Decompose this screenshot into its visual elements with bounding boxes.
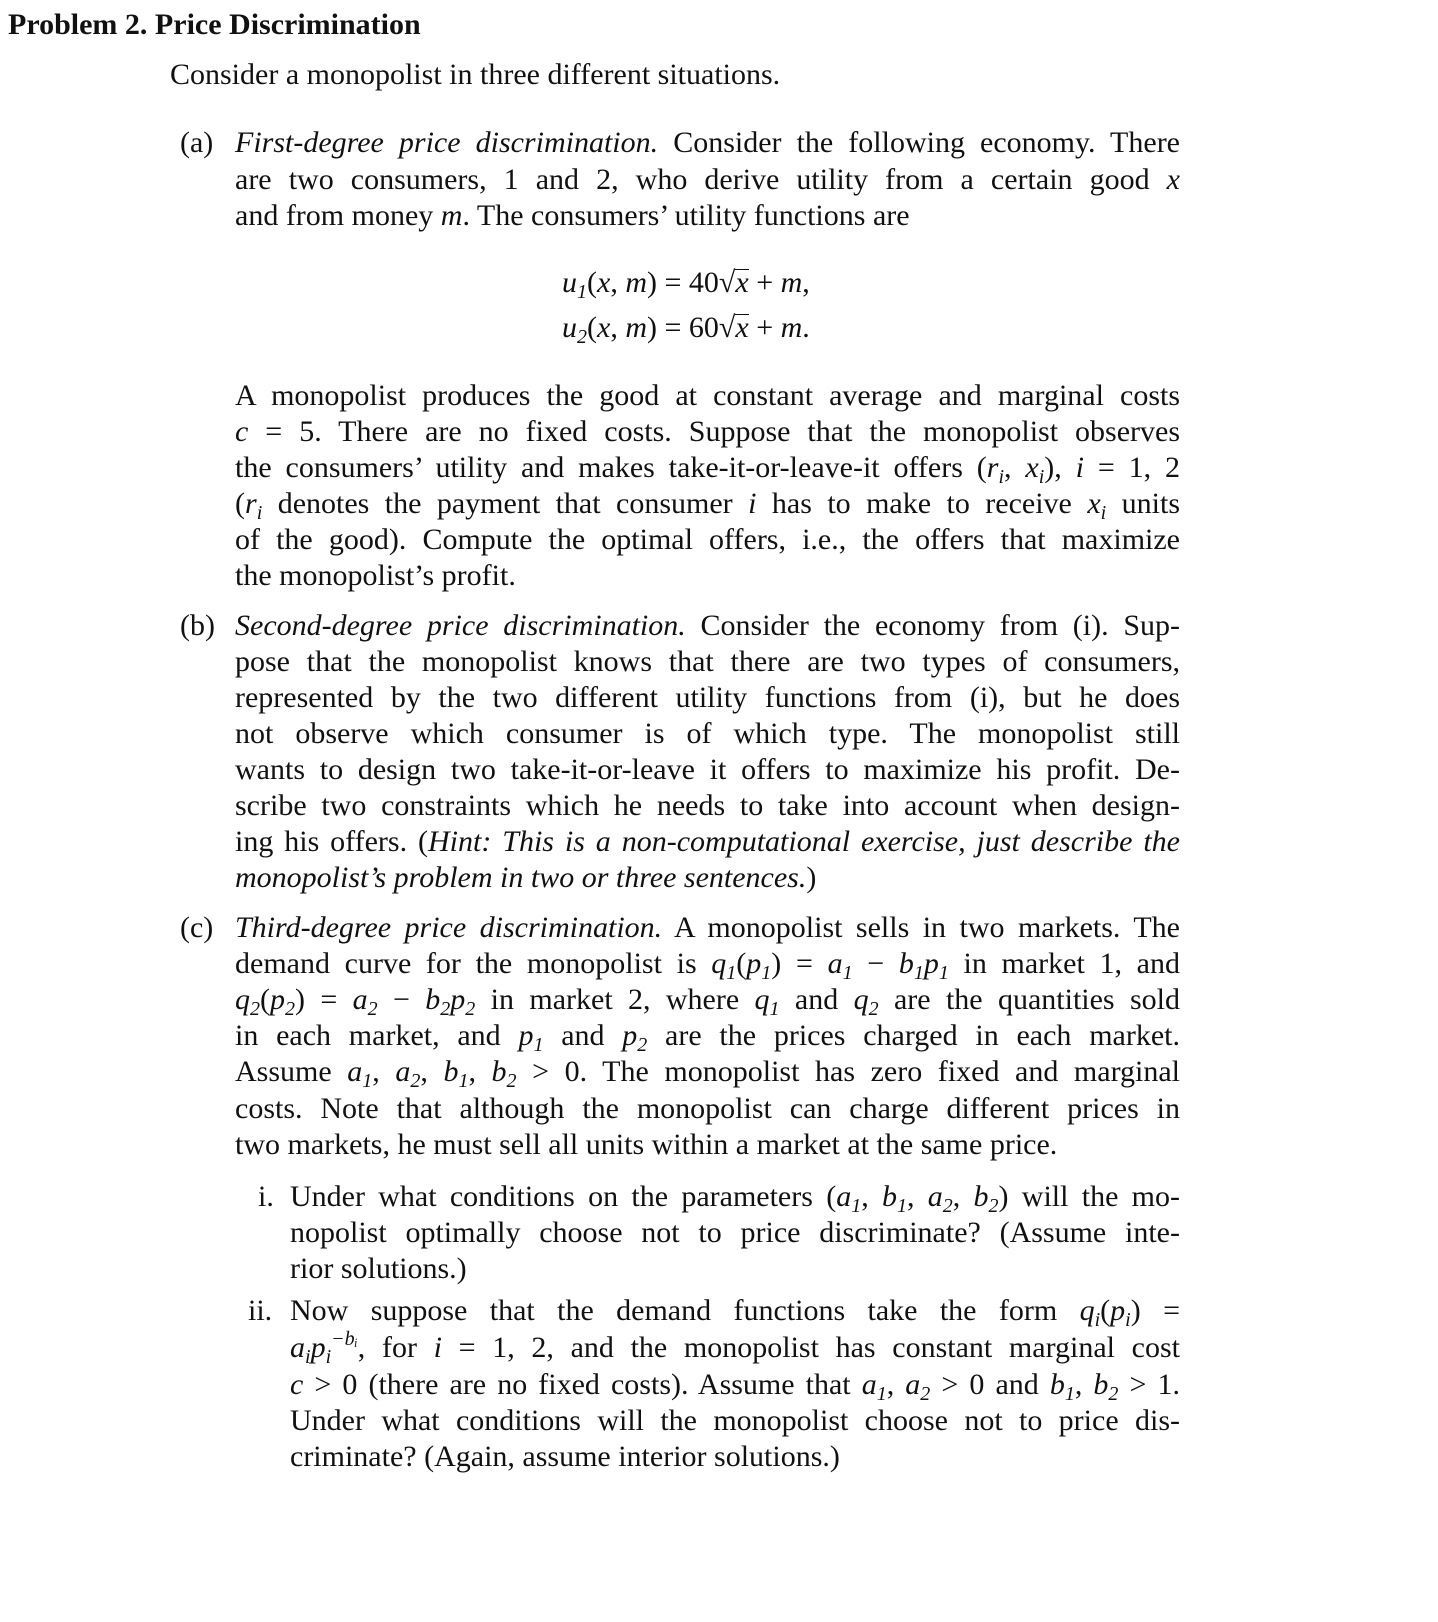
text-run: has to make to receive: [756, 487, 1088, 520]
math-symbol: m: [780, 311, 803, 344]
math-symbol: x: [1166, 163, 1180, 196]
subscript: 2: [367, 998, 378, 1020]
utility-equation-2: [562, 310, 962, 346]
text-run: > 0. The monopolist has zero fixed and marginal: [516, 1055, 1181, 1088]
math-symbol: monopolist’s problem in two or three sentences.: [235, 861, 807, 894]
math-symbol: i: [1075, 451, 1084, 484]
math-symbol: b: [443, 1055, 459, 1088]
text-run: (: [587, 311, 597, 344]
text-run: ): [806, 861, 817, 894]
part-a-line: [235, 378, 1180, 414]
text-run: in each market, and: [235, 1019, 519, 1052]
part-c-i-line: [290, 1179, 1180, 1215]
text-run: A monopolist sells in two markets. The: [662, 911, 1180, 944]
part-b-line: [235, 608, 1180, 644]
subscript: 1: [726, 962, 737, 984]
part-c-line: [235, 982, 1180, 1018]
math-symbol: r: [245, 487, 257, 520]
text-run: +: [748, 266, 781, 299]
text-run: Consider the following economy. There: [658, 126, 1180, 159]
text-run: scribe two constraints which he needs to take into account when design-: [235, 789, 1180, 822]
text-run: ) will the mo-: [998, 1180, 1181, 1213]
subscript: i: [256, 502, 263, 524]
text-run: the monopolist’s profit.: [235, 559, 516, 592]
text-run: ,: [952, 1180, 974, 1213]
part-a-line: [235, 522, 1180, 558]
subscript: 1: [896, 1195, 907, 1217]
superscript: −bᵢ: [331, 1328, 358, 1350]
subscript: 2: [637, 1034, 648, 1056]
text-run: ) =: [771, 947, 828, 980]
part-b-line: [235, 716, 1180, 752]
text-run: demand curve for the monopolist is: [235, 947, 712, 980]
math-symbol: a: [905, 1368, 921, 1401]
math-symbol: First-degree price discrimination.: [235, 126, 659, 159]
subscript: 1: [458, 1070, 469, 1092]
text-run: ) = 40√: [647, 266, 736, 299]
text-run: pose that the monopolist knows that there are two types of consumers,: [235, 645, 1180, 678]
part-c-line: [235, 910, 1180, 946]
math-symbol: p: [310, 1331, 326, 1364]
part-b-line: [235, 824, 1180, 860]
text-run: in market 1, and: [948, 947, 1180, 980]
text-run: ) =: [1130, 1294, 1180, 1327]
text-run: .: [802, 311, 810, 344]
text-run: Under what conditions on the parameters (: [290, 1180, 837, 1213]
text-run: ),: [1044, 451, 1076, 484]
text-run: in market 2, where: [475, 983, 755, 1016]
part-c-line: [235, 1054, 1180, 1090]
math-symbol: Hint: This is a non-computational exercise, just describe the: [428, 825, 1180, 858]
text-run: of the good). Compute the optimal offers, i.e., the offers that maximize: [235, 523, 1180, 556]
part-c-i-line: [290, 1215, 1180, 1251]
part-a-line: [235, 162, 1180, 198]
text-run: the consumers’ utility and makes take-it-or-leave-it offers (: [235, 451, 987, 484]
subscript: 2: [506, 1070, 517, 1092]
text-run: costs. Note that although the monopolist can charge different prices in: [235, 1092, 1180, 1125]
subscript: 1: [362, 1070, 373, 1092]
text-run: > 1.: [1118, 1368, 1180, 1401]
text-run: ) =: [295, 983, 353, 1016]
text-run: wants to design two take-it-or-leave it offers to maximize his profit. De-: [235, 753, 1180, 786]
part-a-line: [235, 414, 1180, 450]
subscript: 1: [938, 962, 949, 984]
subscript: 1: [913, 962, 924, 984]
subscript: 2: [942, 1195, 953, 1217]
part-c-ii-line: [290, 1367, 1180, 1403]
part-a-label: (a): [180, 126, 214, 159]
text-run: denotes the payment that consumer: [262, 487, 749, 520]
part-b-line: [235, 788, 1180, 824]
part-a-line: [235, 125, 1180, 161]
part-b-line: [235, 680, 1180, 716]
text-run: ,: [468, 1055, 492, 1088]
text-run: , for: [357, 1331, 434, 1364]
text-run: = 5. There are no fixed costs. Suppose that the monopolist observes: [248, 415, 1180, 448]
subscript: 2: [577, 326, 587, 348]
subscript: 2: [465, 998, 476, 1020]
text-run: . The consumers’ utility functions are: [462, 199, 910, 232]
subscript: i: [1125, 1309, 1131, 1331]
math-symbol: m: [625, 311, 647, 344]
math-symbol: b: [425, 983, 441, 1016]
text-run: rior solutions.): [290, 1252, 467, 1285]
text-run: −: [852, 947, 899, 980]
text-run: two markets, he must sell all units within a market at the same price.: [235, 1128, 1058, 1161]
text-run: ,: [420, 1055, 444, 1088]
math-symbol: a: [927, 1180, 943, 1213]
text-run: are the prices charged in each market.: [647, 1019, 1180, 1052]
math-symbol: b: [973, 1180, 989, 1213]
math-symbol: b: [898, 947, 914, 980]
math-symbol: p: [923, 947, 939, 980]
part-c-line: [235, 946, 1180, 982]
part-b-label: (b): [180, 609, 215, 642]
math-symbol: a: [861, 1368, 877, 1401]
math-symbol: p: [1110, 1294, 1126, 1327]
text-run: = 1, 2: [1083, 451, 1181, 484]
part-c-ii-line: [290, 1330, 1180, 1366]
text-run: and from money: [235, 199, 441, 232]
text-run: (: [235, 487, 245, 520]
part-c-ii-line: [290, 1439, 1180, 1475]
radicand: x: [735, 311, 749, 344]
subscript: i: [325, 1346, 332, 1368]
text-run: ,: [886, 1368, 906, 1401]
subscript: i: [1094, 1309, 1101, 1331]
part-c-label: (c): [180, 911, 214, 944]
math-symbol: Second-degree price discrimination.: [235, 609, 686, 642]
text-run: (: [587, 266, 597, 299]
math-symbol: u: [562, 266, 577, 299]
math-symbol: q: [1079, 1294, 1095, 1327]
math-symbol: a: [827, 947, 843, 980]
text-run: ,: [861, 1180, 882, 1213]
math-symbol: i: [433, 1331, 442, 1364]
subscript: i: [1038, 466, 1045, 488]
text-run: −: [377, 983, 426, 1016]
intro-text: Consider a monopolist in three different situations.: [170, 58, 781, 91]
part-c-line: [235, 1091, 1180, 1127]
text-run: Now suppose that the demand functions take the form: [290, 1294, 1080, 1327]
text-run: and: [543, 1019, 623, 1052]
math-symbol: x: [597, 266, 611, 299]
math-symbol: p: [270, 983, 285, 1016]
text-run: Under what conditions will the monopolist choose not to price dis-: [290, 1404, 1180, 1437]
text-run: represented by the two different utility functions from (i), but he does: [235, 681, 1180, 714]
math-symbol: x: [597, 311, 611, 344]
subscript: 1: [1064, 1383, 1075, 1405]
math-symbol: Third-degree price discrimination.: [235, 911, 663, 944]
part-c-ii-line: [290, 1293, 1180, 1329]
subscript: 2: [410, 1070, 421, 1092]
part-c-ii-label: ii.: [248, 1294, 273, 1327]
subscript: 1: [842, 962, 853, 984]
text-run: criminate? (Again, assume interior solutions.): [290, 1440, 840, 1473]
text-run: units: [1106, 487, 1180, 520]
math-symbol: c: [290, 1368, 304, 1401]
subscript: 1: [876, 1383, 887, 1405]
text-run: ) = 60√: [647, 311, 736, 344]
subscript: 1: [769, 998, 780, 1020]
math-symbol: q: [853, 983, 869, 1016]
subscript: i: [1100, 502, 1107, 524]
subscript: 2: [988, 1195, 999, 1217]
subscript: 1: [851, 1195, 862, 1217]
math-symbol: q: [235, 983, 250, 1016]
text-run: (: [1100, 1294, 1111, 1327]
part-c-ii-line: [290, 1403, 1180, 1439]
math-symbol: m: [440, 199, 463, 232]
subscript: 2: [440, 998, 451, 1020]
part-b-line: [235, 752, 1180, 788]
part-a-line: [235, 486, 1180, 522]
math-symbol: b: [1049, 1368, 1065, 1401]
text-run: ,: [802, 266, 810, 299]
math-symbol: q: [754, 983, 770, 1016]
math-symbol: p: [622, 1019, 638, 1052]
math-symbol: a: [395, 1055, 411, 1088]
text-run: are two consumers, 1 and 2, who derive utility from a certain good: [235, 163, 1167, 196]
text-run: ,: [1074, 1368, 1094, 1401]
text-run: ,: [1004, 451, 1026, 484]
text-run: Assume: [235, 1055, 348, 1088]
part-c-i-label: i.: [258, 1180, 274, 1213]
subscript: i: [305, 1346, 311, 1368]
utility-equation-1: [562, 265, 962, 301]
math-symbol: x: [1087, 487, 1101, 520]
text-run: ,: [372, 1055, 396, 1088]
part-c-i-line: [290, 1251, 1180, 1287]
math-symbol: p: [450, 983, 466, 1016]
math-symbol: x: [1025, 451, 1039, 484]
math-symbol: a: [836, 1180, 852, 1213]
text-run: and: [779, 983, 854, 1016]
math-symbol: b: [881, 1180, 897, 1213]
subscript: i: [998, 466, 1005, 488]
math-symbol: b: [1093, 1368, 1109, 1401]
subscript: 1: [761, 962, 772, 984]
text-run: ing his offers. (: [235, 825, 429, 858]
part-b-line: [235, 860, 1180, 896]
math-symbol: m: [625, 266, 647, 299]
text-run: ,: [610, 266, 626, 299]
text-run: > 0 and: [930, 1368, 1050, 1401]
subscript: 2: [285, 998, 295, 1020]
math-symbol: b: [491, 1055, 507, 1088]
problem-title: Problem 2. Price Discrimination: [8, 8, 421, 41]
text-run: A monopolist produces the good at constant average and marginal costs: [235, 379, 1180, 412]
math-symbol: a: [290, 1331, 305, 1364]
math-symbol: m: [780, 266, 803, 299]
math-symbol: u: [562, 311, 577, 344]
math-symbol: q: [711, 947, 727, 980]
math-symbol: a: [347, 1055, 363, 1088]
text-run: +: [748, 311, 781, 344]
text-run: not observe which consumer is of which type. The monopolist still: [235, 717, 1180, 750]
math-symbol: r: [986, 451, 999, 484]
subscript: 2: [1108, 1383, 1119, 1405]
text-run: ,: [906, 1180, 928, 1213]
part-b-line: [235, 644, 1180, 680]
text-run: ,: [610, 311, 626, 344]
part-a-line: [235, 450, 1180, 486]
text-run: are the quantities sold: [878, 983, 1180, 1016]
subscript: 2: [250, 998, 260, 1020]
part-c-line: [235, 1018, 1180, 1054]
math-symbol: p: [518, 1019, 534, 1052]
radicand: x: [735, 266, 749, 299]
subscript: 2: [920, 1383, 931, 1405]
math-symbol: c: [235, 415, 249, 448]
subscript: 2: [868, 998, 879, 1020]
subscript: 1: [577, 281, 587, 303]
part-a-line: [235, 198, 1180, 234]
text-run: Consider the economy from (i). Sup-: [685, 609, 1181, 642]
part-c-line: [235, 1127, 1180, 1163]
text-run: nopolist optimally choose not to price discriminate? (Assume inte-: [290, 1216, 1180, 1249]
text-run: (: [260, 983, 270, 1016]
text-run: (: [736, 947, 747, 980]
subscript: 1: [533, 1034, 544, 1056]
math-symbol: a: [352, 983, 368, 1016]
text-run: = 1, 2, and the monopolist has constant marginal cost: [441, 1331, 1181, 1364]
text-run: > 0 (there are no fixed costs). Assume that: [303, 1368, 862, 1401]
math-symbol: i: [748, 487, 757, 520]
math-symbol: p: [746, 947, 762, 980]
part-a-line: [235, 558, 1180, 594]
